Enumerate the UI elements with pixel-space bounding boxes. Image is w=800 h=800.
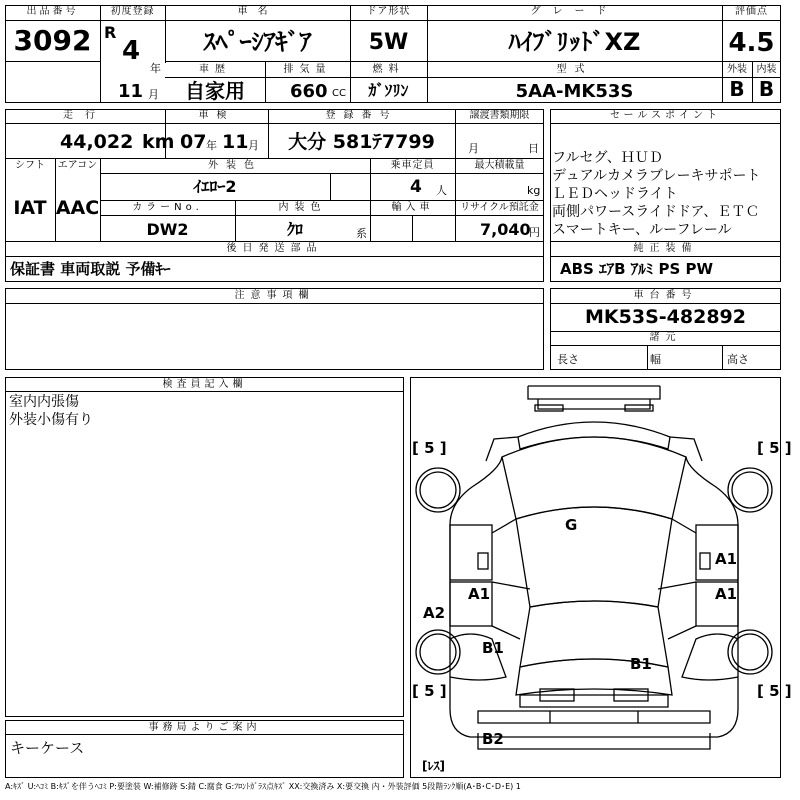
recycle-unit: 円 — [529, 226, 540, 239]
history: 自家用 — [185, 79, 245, 103]
spare-tire: [ﾚｽ] — [422, 759, 445, 773]
displacement-unit: CC — [332, 88, 346, 99]
displacement-label: 排気量 — [283, 64, 332, 75]
model: 5AA-MK53S — [515, 81, 634, 102]
shift: IAT — [13, 197, 47, 219]
recycle-label: リサイクル預託金 — [460, 202, 539, 213]
exterior-label: 外装 — [727, 64, 747, 75]
notes-label: 注意事項欄 — [234, 290, 315, 301]
door-type: 5W — [368, 30, 409, 55]
plate-label: 登録番号 — [325, 110, 398, 121]
first-registration-label: 初度登録 — [110, 6, 155, 17]
legend: A:ｷｽﾞ U:ﾍｺﾐ B:ｷｽﾞを伴うﾍｺﾐ P:要塗装 W:補修跡 S:錆 C:腐食 G:ﾌﾛﾝﾄｶﾞﾗｽ点ｷｽﾞ XX:交換済み X:要交換 内・外装評価 5段階ﾗﾝｸ順(A･B･C･D･E) 1 — [5, 782, 521, 791]
transfer-deadline-label: 譲渡書類期限 — [469, 110, 530, 121]
specs-label: 諸元 — [649, 332, 682, 343]
damage-mark-right-rear-door: A1 — [715, 585, 738, 603]
inspection-year: 07 — [180, 131, 207, 153]
car-name-label: 車名 — [237, 6, 278, 17]
transfer-day: 日 — [528, 142, 539, 155]
registration-month: 11 — [118, 81, 144, 102]
sales-points-label: セールスポイント — [609, 110, 722, 121]
exterior-color-label: 外装色 — [208, 160, 262, 171]
month-unit: 月 — [148, 88, 159, 101]
score-label: 評価点 — [735, 6, 768, 17]
score: 4.5 — [728, 28, 775, 58]
shift-label: シフト — [15, 160, 45, 171]
width-label: 幅 — [650, 353, 661, 366]
max-load-unit: kg — [527, 184, 541, 197]
sales-line-1: フルセグ、ＨＵＤ — [552, 150, 663, 166]
grade-label: グレード — [530, 6, 619, 17]
later-parts: 保証書 車両取説 予備ｷｰ — [10, 260, 171, 278]
door-type-label: ドア形状 — [366, 6, 411, 17]
interior-label: 内装 — [756, 64, 777, 75]
plate-number: 大分 581ﾃ7799 — [288, 131, 435, 153]
interior-color-unit: 系 — [356, 227, 367, 240]
inspection-month-unit: 月 — [248, 139, 259, 152]
fuel-label: 燃料 — [372, 64, 405, 75]
damage-mark-back-door: B1 — [630, 655, 652, 673]
damage-mark-left-quarter: A2 — [423, 604, 446, 622]
inspector-note-2: 外装小傷有り — [9, 412, 93, 428]
capacity: 4 — [410, 177, 422, 197]
aircon-label: エアコン — [57, 160, 98, 171]
interior-color-label: 内装色 — [278, 202, 327, 213]
year-unit: 年 — [150, 62, 161, 75]
height-label: 高さ — [727, 353, 749, 366]
later-parts-label: 後日発送部品 — [226, 243, 323, 254]
fuel: ｶﾞｿﾘﾝ — [368, 81, 409, 100]
inspection-label: 車検 — [198, 110, 235, 121]
interior-color: ｸﾛ — [286, 220, 303, 239]
damage-mark-right-front-door: A1 — [715, 550, 738, 568]
mileage-unit: km — [142, 131, 175, 153]
office-note: キーケース — [10, 739, 85, 757]
exterior-color: ｲｴﾛｰ2 — [193, 177, 237, 196]
recycle-fee: 7,040 — [480, 220, 531, 239]
damage-mark-rear-bumper: B2 — [482, 730, 504, 748]
tire-front-right: [ 5 ] — [757, 439, 792, 457]
car-name: ｽﾍﾟｰｼｱｷﾞｱ — [203, 28, 312, 56]
sales-line-5: スマートキー、ルーフレール — [552, 222, 732, 238]
sales-line-2: デュアルカメラブレーキサポート — [552, 168, 761, 184]
equipment-label: 純正装備 — [633, 243, 698, 254]
max-load-label: 最大積載量 — [474, 160, 525, 171]
inspection-month: 11 — [222, 131, 249, 153]
chassis-number: MK53S-482892 — [585, 306, 746, 328]
tire-rear-right: [ 5 ] — [757, 682, 792, 700]
damage-mark-windshield: G — [565, 516, 578, 534]
color-number-label: カラーNo. — [132, 202, 203, 213]
damage-mark-left-rear-fender: B1 — [482, 639, 504, 657]
tire-front-left: [ 5 ] — [412, 439, 447, 457]
registration-year: 4 — [122, 36, 141, 66]
length-label: 長さ — [557, 353, 579, 366]
sales-line-4: 両側パワースライドドア、ＥＴＣ — [552, 204, 760, 220]
office-label: 事務局よりご案内 — [148, 722, 261, 733]
model-label: 型式 — [556, 64, 593, 75]
displacement: 660 — [290, 81, 328, 102]
tire-rear-left: [ 5 ] — [412, 682, 447, 700]
sales-line-3: ＬＥＤヘッドライト — [552, 186, 678, 202]
capacity-unit: 人 — [436, 184, 447, 197]
interior-grade: B — [758, 77, 775, 101]
equipment: ABS ｴｱB ｱﾙﾐ PS PW — [560, 260, 714, 278]
mileage: 44,022 — [60, 131, 134, 153]
mileage-label: 走行 — [63, 110, 107, 121]
inspector-label: 検査員記入欄 — [162, 379, 247, 390]
import-label: 輸入車 — [391, 202, 434, 213]
era: R — [104, 23, 117, 42]
grade: ﾊｲﾌﾞﾘｯﾄﾞXZ — [508, 28, 641, 56]
car-damage-diagram — [410, 377, 781, 778]
aircon: AAC — [55, 197, 100, 219]
damage-mark-left-rear-door: A1 — [468, 585, 491, 603]
lot-number: 3092 — [13, 24, 92, 57]
inspector-block — [5, 377, 404, 717]
history-label: 車歴 — [199, 64, 231, 75]
inspector-note-1: 室内内張傷 — [9, 394, 79, 410]
capacity-label: 乗車定員 — [390, 160, 435, 171]
transfer-month: 月 — [468, 142, 479, 155]
inspection-year-unit: 年 — [206, 139, 217, 152]
lot-number-label: 出品番号 — [26, 6, 79, 17]
exterior-grade: B — [729, 77, 745, 101]
chassis-label: 車台番号 — [633, 290, 698, 301]
color-number: DW2 — [146, 220, 189, 239]
